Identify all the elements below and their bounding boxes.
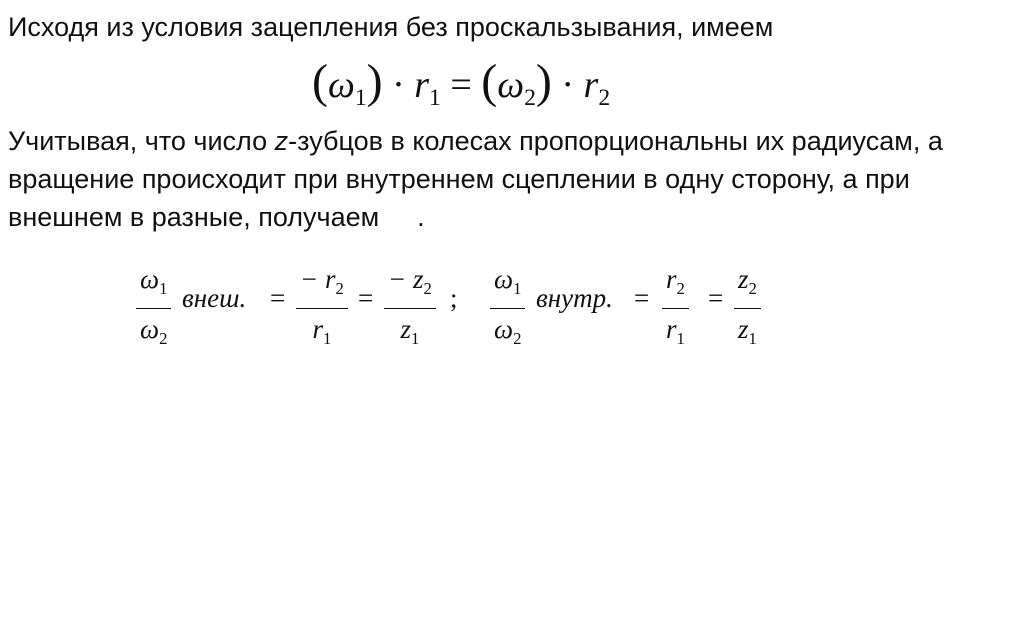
omega-den: ω <box>494 313 514 344</box>
r-den: r <box>666 313 677 344</box>
z-symbol: z <box>274 126 289 156</box>
r1-symbol: r <box>414 64 430 106</box>
explanation-part2: -зубцов в колесах пропорциональны их радиусам, а вращение происходит при внутреннем сцеплении в одну сторону, а при внешнем в разные, получаем <box>8 126 943 232</box>
equals-external-1: = <box>270 283 286 313</box>
r-num-sub: 2 <box>676 278 685 298</box>
intro-text: Исходя из условия зацепления без проскальзывания, имеем <box>8 12 774 42</box>
omega-den-sub: 2 <box>159 328 168 348</box>
equals-internal-1: = <box>634 283 650 313</box>
omega-num-sub: 1 <box>159 278 168 298</box>
radius-ratio-internal <box>662 262 689 356</box>
r1-subscript: 1 <box>429 85 441 112</box>
semicolon: ; <box>450 283 458 313</box>
omega-den: ω <box>140 313 160 344</box>
teeth-ratio-external <box>384 262 436 356</box>
fraction-bar <box>136 308 171 309</box>
r2-symbol: r <box>583 64 599 106</box>
r-num: r <box>666 264 677 294</box>
omega-ratio-internal <box>490 262 525 356</box>
r-den: r <box>312 313 323 344</box>
right-paren-2: ) <box>535 55 552 108</box>
fraction-bar <box>490 308 525 309</box>
right-paren: ) <box>366 55 383 108</box>
equals-external-2: = <box>358 283 374 313</box>
z-num-sub: 2 <box>423 278 432 298</box>
omega-num-sub: 1 <box>513 278 522 298</box>
left-paren-2: ( <box>481 55 498 108</box>
gear-speed-equation <box>312 54 610 126</box>
omega1-symbol: ω <box>327 64 355 106</box>
z-num: − z <box>388 264 424 294</box>
omega-den-sub: 2 <box>513 328 522 348</box>
equals-sign: = <box>440 64 482 106</box>
explanation-part1: Учитывая, что число <box>8 126 275 156</box>
z-den: z <box>738 313 749 344</box>
z-den-sub: 1 <box>411 328 420 348</box>
z-den-sub: 1 <box>748 328 757 348</box>
z-num-sub: 2 <box>748 278 757 298</box>
omega-num: ω <box>494 264 514 294</box>
trailing-period: . <box>417 202 425 232</box>
z-num: z <box>738 264 749 294</box>
r-num-sub: 2 <box>335 278 344 298</box>
fraction-bar <box>296 308 348 309</box>
dot-operator-2: · <box>551 64 584 106</box>
label-internal: внутр. <box>536 283 613 313</box>
r-den-sub: 1 <box>676 328 685 348</box>
omega-num: ω <box>140 264 160 294</box>
omega1-subscript: 1 <box>354 85 367 112</box>
dot-operator: · <box>382 64 415 106</box>
fraction-bar <box>384 308 436 309</box>
omega2-subscript: 2 <box>524 85 536 112</box>
r-den-sub: 1 <box>323 328 332 348</box>
radius-ratio-external <box>296 262 348 356</box>
r2-subscript: 2 <box>598 85 611 112</box>
omega2-symbol: ω <box>497 64 525 106</box>
omega-ratio-external <box>136 262 171 356</box>
fraction-bar <box>734 308 761 309</box>
fraction-bar <box>662 308 689 309</box>
z-den: z <box>400 313 411 344</box>
label-external: внеш. <box>182 283 247 313</box>
explanation-text <box>8 122 1008 236</box>
r-num: − r <box>300 264 336 294</box>
teeth-ratio-internal <box>734 262 761 356</box>
left-paren: ( <box>312 55 328 108</box>
equals-internal-2: = <box>708 283 724 313</box>
